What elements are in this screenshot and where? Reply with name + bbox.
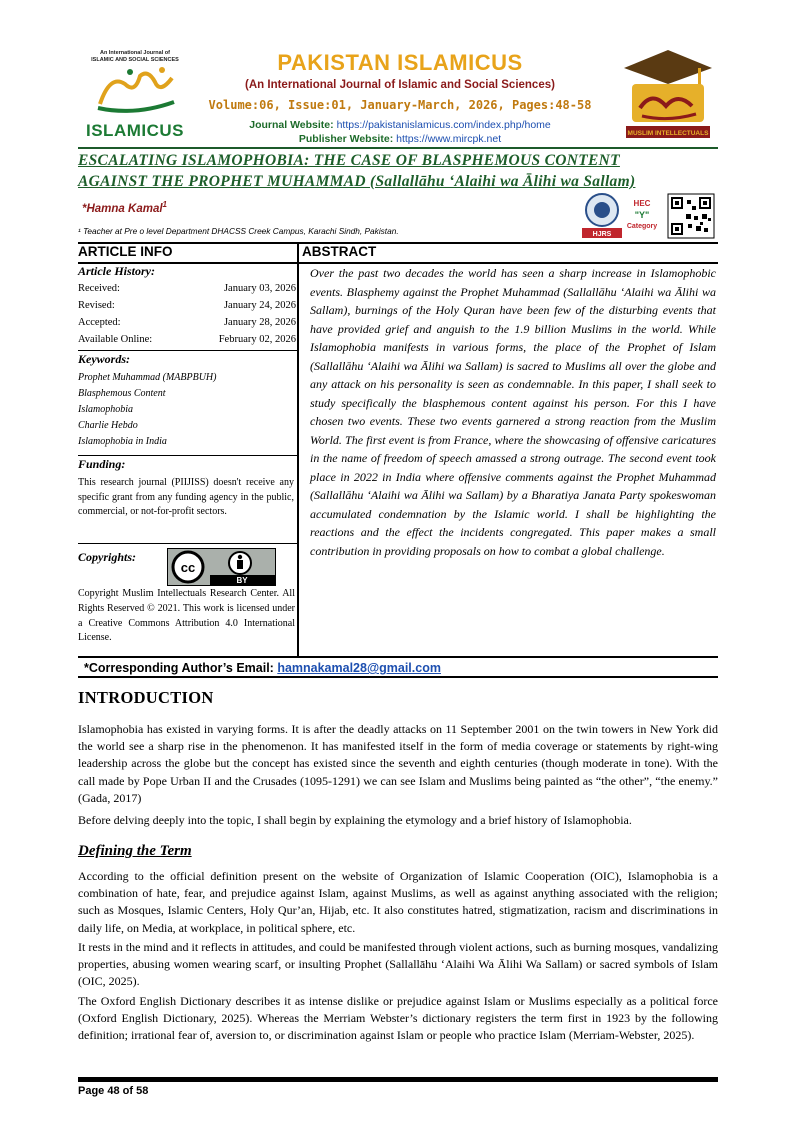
history-heading: Article History: <box>78 264 155 278</box>
corresponding-label: *Corresponding Author’s Email: <box>84 661 274 675</box>
history-label: Accepted: <box>78 317 121 328</box>
keyword-item: Islamophobia in India <box>78 436 167 447</box>
cc-by-license-badge[interactable] <box>167 548 276 586</box>
website-link[interactable]: https://pakistanislamicus.com/index.php/home <box>336 119 551 131</box>
title-line-2: AGAINST THE PROPHET MUHAMMAD (Sallallāhu ʻAlaihi wa Ālihi wa Sallam) <box>78 173 636 190</box>
article-info-heading: ARTICLE INFO <box>78 244 173 259</box>
publisher-website <box>200 133 600 145</box>
page-number: Page 48 of 58 <box>78 1085 149 1097</box>
funding-heading: Funding: <box>78 457 126 471</box>
section-top-rule <box>78 242 718 244</box>
indexing-badges <box>582 192 718 240</box>
history-label: Revised: <box>78 300 115 311</box>
journal-subtitle: (An International Journal of Islamic and Social Sciences) <box>245 79 555 91</box>
hec-hjrs-badge-icon <box>582 192 718 240</box>
mortarboard-logo-icon <box>620 48 716 143</box>
introduction-heading: INTRODUCTION <box>78 688 214 707</box>
history-date: January 24, 2026 <box>223 300 296 311</box>
keywords-heading: Keywords: <box>78 352 130 366</box>
abstract-text: Over the past two decades the world has seen a sharp increase in Islamophobic events. Blasphemy against the Prophet Muhammad (Sallallāhu ʻAlaihi wa Ālihi wa Sallam), burnings of the Holy Quran have been few of the disturbing events that have provided grief and anguish to the 1.9 billion Muslims in the world. While Islamophobia manifests in various forms, the place of the Prophet of Islam (Sallallāhu ʻAlaihi wa Ālihi wa Sallam) is sacred to Muslims all over the globe and any attack on his personality is seen as condemnable. In this paper, I shall seek to study specifically the blasphemous content against his person. For this I have chosen two events. These two events garnered a strong reaction from the Muslim World. The first event is from France, where the showcasing of offensive caricatures in the name of freedom of speech amassed a strong outrage. The second event took place in 2022 in India where offensive comments against the Prophet Muhammad (Sallallāhu ʻAlaihi wa Ālihi wa Sallam) by a Bharatiya Janata Party spokeswoman accumulated condemnation by the Islamic world. I shall be highlighting the reactions and the effect the incidents congregated. This paper makes a small contribution in providing proposals on how to combat a global challenge. <box>310 266 716 558</box>
corresponding-author <box>78 658 718 678</box>
definition-paragraph: It rests in the mind and it reflects in attitudes, and could be manifested through violent actions, such as burning mosques, vandalizing properties, abusing women wearing scarf, or insulting Prophet (Sallallāhu ʻAlaihi Wa Ālihi Wa Sallam) or sacred symbols of Islam (OIC, 2025). <box>78 940 718 989</box>
svg-text:HEC: HEC <box>633 199 651 208</box>
corresponding-email-link[interactable]: hamnakamal28@gmail.com <box>277 661 441 675</box>
svg-text:"Y": "Y" <box>634 210 650 220</box>
volume-line: Volume:06, Issue:01, January-March, 2026, Pages:48-58 <box>208 98 592 112</box>
keyword-item: Blasphemous Content <box>78 388 166 399</box>
copyrights-heading: Copyrights: <box>78 550 137 564</box>
history-row <box>78 283 296 294</box>
history-label: Received: <box>78 283 120 294</box>
author-name <box>82 200 167 215</box>
keyword-item: Prophet Muhammad (MABPBUH) <box>78 372 217 383</box>
info-divider <box>78 350 297 351</box>
muslim-intellectuals-logo <box>620 48 716 143</box>
defining-term-heading: Defining the Term <box>78 843 192 859</box>
author-sup: 1 <box>162 200 167 209</box>
calligraphy-icon <box>80 64 190 116</box>
svg-text:BY: BY <box>236 576 248 585</box>
creative-commons-icon <box>168 549 275 585</box>
header-divider <box>78 147 718 149</box>
definition-paragraph: According to the official definition present on the website of Organization of Islamic Cooperation (OIC), Islamophobia is a combination of hate, fear, and prejudice against Islam, against Muslims, as well as against anything associated with the religion; such as Mosques, Islamic Centers, Holy Qur’an, Hijab, etc. It also constitutes hatred, stigmatization, racism and discriminations in daily life, on Media, at workplace, in political sphere, etc. <box>78 869 718 935</box>
history-date: February 02, 2026 <box>218 334 296 345</box>
logo-word: ISLAMICUS <box>86 121 184 140</box>
title-line-1: ESCALATING ISLAMOPHOBIA: THE CASE OF BLASPHEMOUS CONTENT <box>78 152 620 169</box>
abstract-heading: ABSTRACT <box>302 244 377 259</box>
definition-paragraph: The Oxford English Dictionary describes it as intense dislike or prejudice against Islam or Muslims especially as a political force (Oxford English Dictionary, 2025). Whereas the Merriam Webster’s dictionary registers the term first in 1923 by the following definition; irrational fear of, aversion to, or discrimination against Islam or people who practice Islam (Merriam-Webster, 2025). <box>78 994 718 1043</box>
author-affiliation: ¹ Teacher at Pre o level Department DHACSS Creek Campus, Karachi Sindh, Pakistan. <box>78 226 399 236</box>
funding-text: This research journal (PIIJISS) doesn't receive any specific grant from any funding agency in the public, commercial, or not-for-profit sectors. <box>78 477 294 517</box>
svg-text:HJRS: HJRS <box>592 231 612 238</box>
history-date: January 03, 2026 <box>223 283 296 294</box>
history-label: Available Online: <box>78 334 153 345</box>
history-row <box>78 317 296 328</box>
website-label: Journal Website: <box>249 119 334 131</box>
publisher-label: Publisher Website: <box>298 133 394 145</box>
history-date: January 28, 2026 <box>223 317 296 328</box>
intro-paragraph: Before delving deeply into the topic, I shall begin by explaining the etymology and a brief history of Islamophobia. <box>78 813 632 827</box>
islamicus-logo <box>80 50 190 145</box>
journal-website <box>200 119 600 131</box>
copyright-text: Copyright Muslim Intellectuals Research Center. All Rights Reserved © 2021. This work is licensed under a Creative Commons Attribution 4.0 International License. <box>78 588 295 644</box>
history-row <box>78 300 296 311</box>
info-divider <box>78 543 297 544</box>
keyword-item: Charlie Hebdo <box>78 420 138 431</box>
publisher-link[interactable]: https://www.mircpk.net <box>396 133 502 145</box>
column-divider <box>297 244 299 656</box>
history-row <box>78 334 296 345</box>
svg-text:Category: Category <box>626 223 658 230</box>
author-text: *Hamna Kamal <box>82 202 163 215</box>
right-logo-caption: MUSLIM INTELLECTUALS <box>627 130 709 137</box>
svg-text:cc: cc <box>180 560 196 575</box>
logo-small-text: An International Journal of ISLAMIC AND SOCIAL SCIENCES <box>91 50 179 63</box>
intro-paragraph: Islamophobia has existed in varying forms. It is after the deadly attacks on 11 September 2001 on the twin towers in New York did the world see a sharp rise in the phenomenon. It has manifested itself in the form of media coverage or statements by right-wing leadership across the globe but the concept has existed since the seventh and eighth centuries (though moderate in tone). With the call made by Pope Urban II and the Crusades (1095-1291) we can see Islam and Muslims being painted as “the other”, “the enemy.” (Gada, 2017) <box>78 722 718 805</box>
footer-rule <box>78 1077 718 1082</box>
article-title <box>78 150 718 192</box>
journal-name: PAKISTAN ISLAMICUS <box>277 50 523 75</box>
keyword-item: Islamophobia <box>78 404 133 415</box>
info-divider <box>78 455 297 456</box>
